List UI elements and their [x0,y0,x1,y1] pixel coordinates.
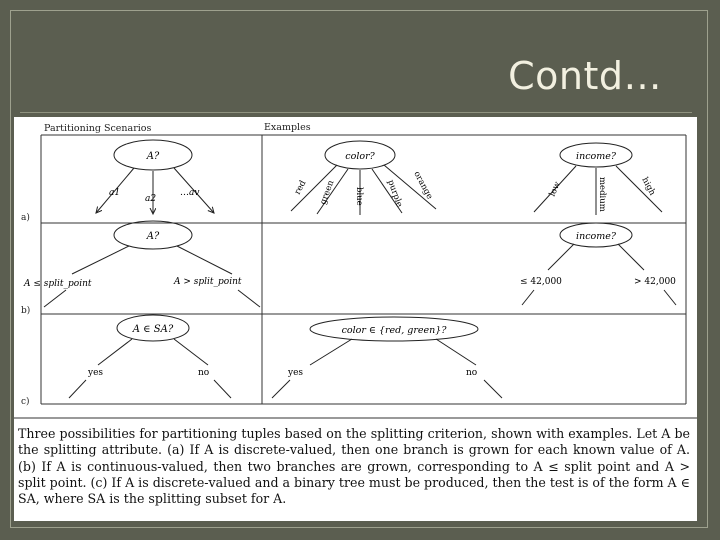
row-label-b: b) [21,306,31,316]
slide-title: Contd… [508,54,662,98]
label-green: green [318,179,337,207]
label-gt-split: A > split_point [174,277,242,287]
row-label-c: c) [21,397,30,407]
scenario-a-tree [96,140,214,214]
label-medium: medium [597,177,607,212]
label-a1: a1 [109,188,121,198]
header-examples: Examples [264,122,311,133]
label-gt-42000: > 42,000 [634,277,676,287]
label-c-yes: yes [88,368,104,378]
node-income-b-label: income? [576,231,616,242]
scenario-c-tree [69,315,231,398]
label-le-42000: ≤ 42,000 [520,277,562,287]
node-income-a-label: income? [576,151,616,162]
label-c-no: no [198,368,210,378]
label-high: high [639,175,658,198]
label-cs-yes: yes [288,368,304,378]
label-low: low [547,180,563,199]
label-a2: a2 [145,194,157,204]
label-le-split: A ≤ split_point [24,279,92,289]
node-color-set-label: color ∈ {red, green}? [341,325,447,336]
header-partitioning: Partitioning Scenarios [44,123,152,134]
label-av: …av [180,188,200,198]
row-label-a: a) [21,213,30,223]
node-a-label: A? [146,151,160,162]
title-divider [20,112,692,113]
figure-caption: Three possibilities for partitioning tuples based on the splitting criterion, shown with examples. Let A be the splitting attribute. (a) If A is discrete-valued, then one branch is grown for each known value of A. (b) If A is continuous-valued, then two branches are grown, corresponding to A ≤ split point and A > split point. (c) If A is discrete-valued and a binary tree must be produced, then the test is of the form A ∈ SA, where SA is the splitting subset for A. [18,426,690,507]
node-b-label: A? [146,231,160,242]
example-income-b-tree [520,223,676,305]
decision-tree-figure [14,117,697,521]
node-color-label: color? [345,151,375,162]
table-grid [41,135,686,404]
scenario-b-tree [23,221,260,307]
label-purple: purple [385,178,405,209]
example-color-tree [291,141,436,215]
label-orange: orange [411,169,435,202]
example-color-set-tree [272,317,502,398]
label-cs-no: no [466,368,478,378]
example-income-a-tree [534,143,662,215]
label-red: red [292,178,309,197]
label-blue: blue [354,187,364,206]
node-c-label: A ∈ SA? [132,324,174,335]
